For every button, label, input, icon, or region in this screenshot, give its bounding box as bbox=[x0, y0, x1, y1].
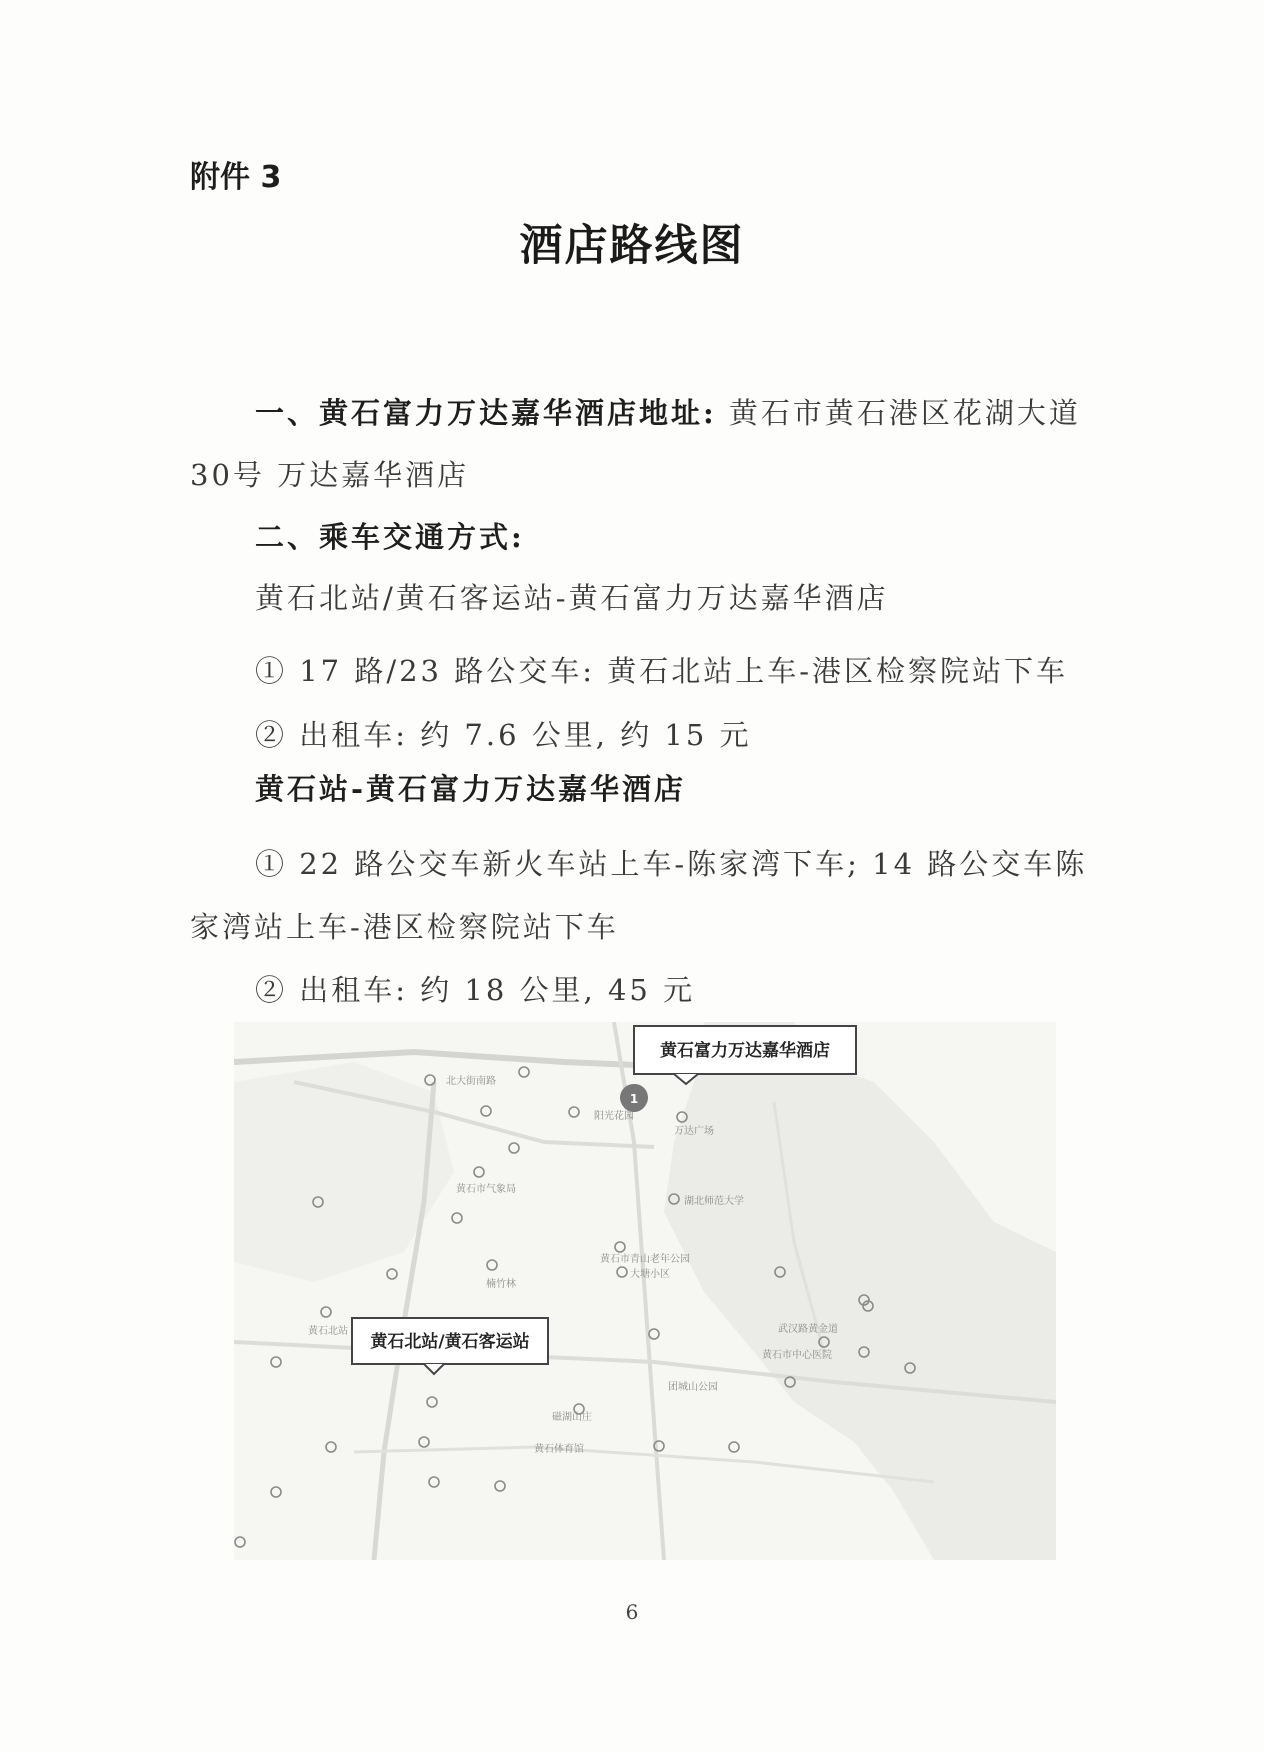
route2-bus: ① 22 路公交车新火车站上车-陈家湾下车; 14 路公交车陈 bbox=[255, 847, 1088, 881]
transport-heading: 二、乘车交通方式: bbox=[255, 520, 525, 554]
poi-label: 楠竹林 bbox=[486, 1279, 516, 1290]
route2-title: 黄石站-黄石富力万达嘉华酒店 bbox=[255, 772, 687, 806]
route2-taxi: ② 出租车: 约 18 公里, 45 元 bbox=[255, 973, 696, 1007]
route1-title: 黄石北站/黄石客运站-黄石富力万达嘉华酒店 bbox=[255, 581, 889, 615]
route-map bbox=[234, 1022, 1056, 1560]
poi-label: 黄石北站 bbox=[308, 1326, 348, 1337]
hotel-pin-number: 1 bbox=[629, 1092, 639, 1106]
poi-label: 黄石市青山老年公园 bbox=[600, 1254, 690, 1265]
hotel-callout-label: 黄石富力万达嘉华酒店 bbox=[660, 1041, 830, 1061]
route1-bus: ① 17 路/23 路公交车: 黄石北站上车-港区检察院站下车 bbox=[255, 654, 1069, 688]
page-title: 酒店路线图 bbox=[519, 221, 745, 271]
address-label: 一、黄石富力万达嘉华酒店地址: bbox=[255, 396, 717, 430]
poi-label: 团城山公园 bbox=[668, 1382, 718, 1393]
station-callout-label: 黄石北站/黄石客运站 bbox=[370, 1332, 530, 1352]
page-number: 6 bbox=[625, 1600, 639, 1624]
route2-bus-continuation: 家湾站上车-港区检察院站下车 bbox=[190, 910, 619, 944]
poi-label: 大塘小区 bbox=[630, 1269, 670, 1280]
poi-label: 黄石体育馆 bbox=[534, 1444, 584, 1455]
poi-label: 湖北师范大学 bbox=[684, 1196, 744, 1207]
poi-label: 北大街南路 bbox=[446, 1076, 496, 1087]
poi-label: 万达广场 bbox=[674, 1126, 714, 1137]
attachment-label: 附件 3 bbox=[190, 160, 282, 195]
address-continuation: 30号 万达嘉华酒店 bbox=[190, 458, 470, 492]
route1-taxi: ② 出租车: 约 7.6 公里, 约 15 元 bbox=[255, 718, 752, 752]
poi-label: 黄石市气象局 bbox=[456, 1184, 516, 1195]
poi-label: 黄石市中心医院 bbox=[762, 1350, 832, 1361]
poi-label: 阳光花园 bbox=[594, 1111, 634, 1122]
address-line bbox=[255, 391, 1081, 432]
poi-label: 磁湖山庄 bbox=[552, 1412, 592, 1423]
poi-label: 武汉路黄金道 bbox=[778, 1324, 838, 1335]
address-value: 黄石市黄石港区花湖大道 bbox=[716, 396, 1081, 430]
